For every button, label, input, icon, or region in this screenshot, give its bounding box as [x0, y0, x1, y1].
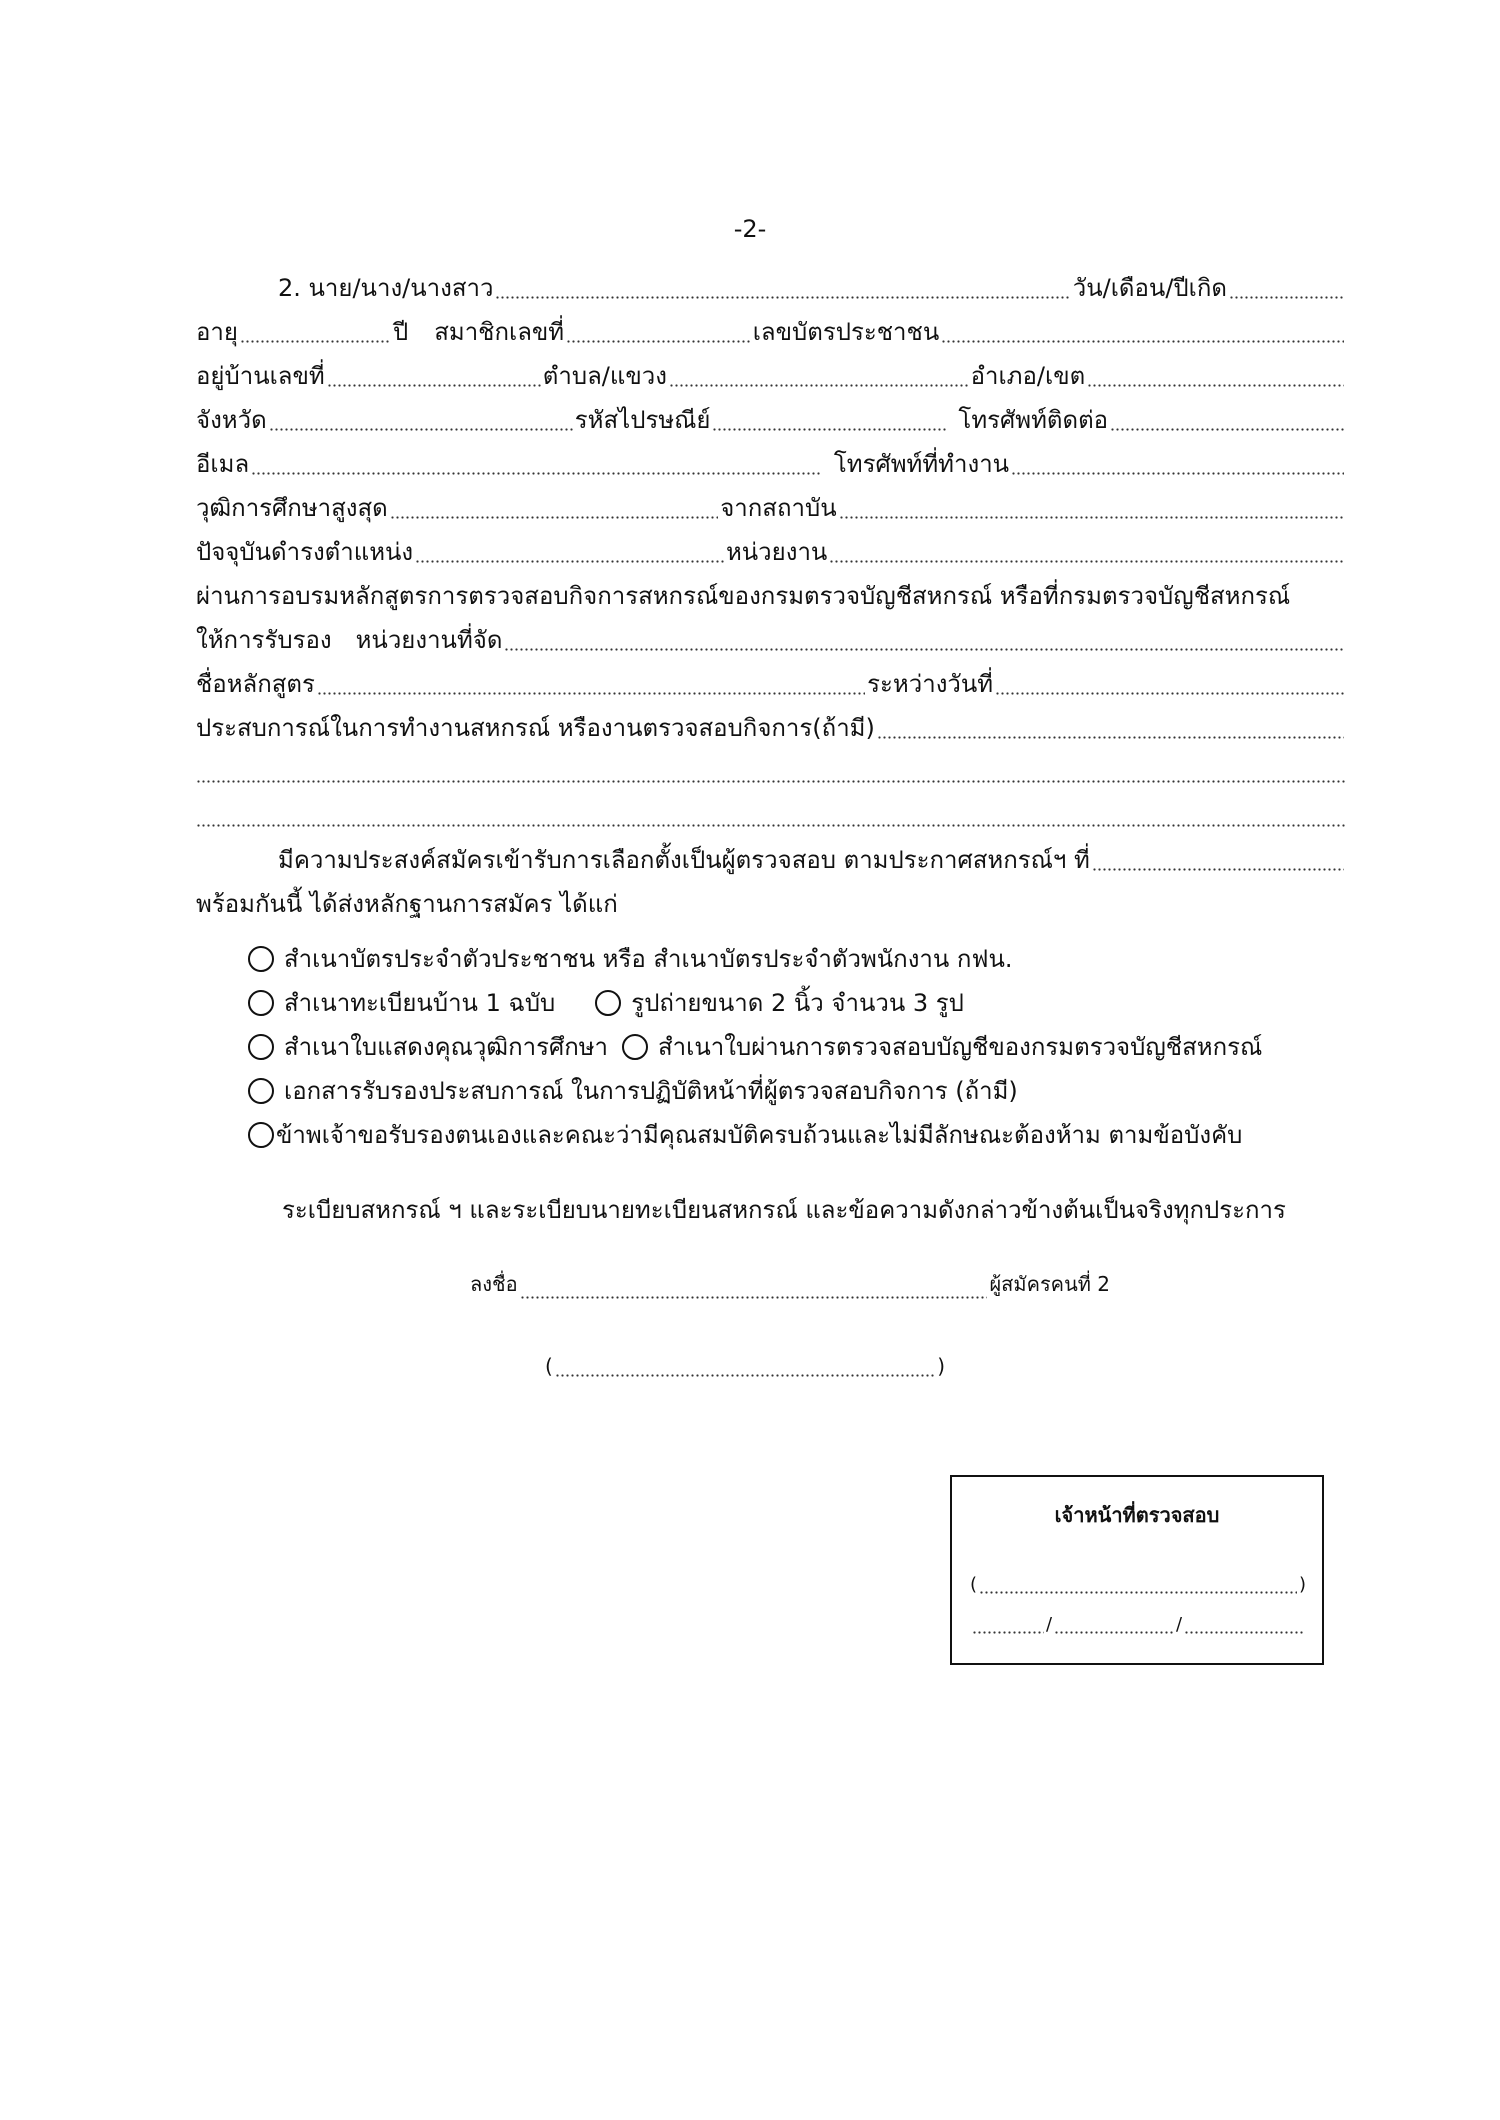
period-field[interactable]: [995, 672, 1344, 696]
education-row: [196, 482, 1346, 520]
sign-label: ลงชื่อ: [470, 1272, 518, 1296]
printed-name-field[interactable]: [555, 1360, 935, 1378]
officer-name-field[interactable]: [979, 1579, 1297, 1595]
age-label: อายุ: [196, 318, 238, 346]
district-field[interactable]: [1087, 364, 1344, 388]
officer-title: เจ้าหน้าที่ตรวจสอบ: [1054, 1503, 1220, 1527]
organizer-field[interactable]: [504, 628, 1344, 652]
education-label: วุฒิการศึกษาสูงสุด: [196, 494, 388, 522]
edu-cert-checkbox[interactable]: [248, 1034, 274, 1060]
close-paren: ): [937, 1354, 945, 1378]
audit-cert-label: สำเนาใบผ่านการตรวจสอบบัญชีของกรมตรวจบัญชีสหกรณ์: [658, 1033, 1263, 1061]
edu-cert-label: สำเนาใบแสดงคุณวุฒิการศึกษา: [284, 1033, 609, 1061]
audit-cert-checkbox[interactable]: [622, 1034, 648, 1060]
phone-field[interactable]: [1110, 408, 1344, 432]
page-number: -2-: [733, 215, 767, 243]
unit-label: หน่วยงาน: [725, 538, 828, 566]
experience-line-2: [196, 746, 1346, 784]
evidence-text: พร้อมกันนี้ ได้ส่งหลักฐานการสมัคร ได้แก่: [196, 890, 618, 918]
address-row: [196, 350, 1346, 388]
officer-month-field[interactable]: [1054, 1619, 1174, 1635]
applicant-no-label: ผู้สมัครคนที่ 2: [989, 1272, 1110, 1296]
postal-field[interactable]: [712, 408, 946, 432]
experience-field-2[interactable]: [196, 760, 1346, 784]
check-row-exp: [248, 1072, 1018, 1110]
dob-label: วัน/เดือน/ปีเกิด: [1072, 274, 1227, 302]
position-field[interactable]: [415, 540, 724, 564]
course-field[interactable]: [317, 672, 865, 696]
check-row-edu: [248, 1028, 1262, 1066]
experience-field[interactable]: [877, 716, 1344, 740]
unit-field[interactable]: [829, 540, 1344, 564]
officer-close-paren: ): [1298, 1574, 1306, 1595]
intent-text: มีความประสงค์สมัครเข้ารับการเลือกตั้งเป็นผู้ตรวจสอบ ตามประกาศสหกรณ์ฯ ที่: [278, 846, 1090, 874]
institution-field[interactable]: [839, 496, 1344, 520]
experience-field-3[interactable]: [196, 804, 1346, 828]
declaration-line-2: ระเบียบสหกรณ์ ฯ และระเบียบนายทะเบียนสหกรณ์ และข้อความดังกล่าวข้างต้นเป็นจริงทุกประการ: [282, 1196, 1286, 1224]
organizer-label: หน่วยงานที่จัด: [355, 626, 503, 654]
experience-cert-label: เอกสารรับรองประสบการณ์ ในการปฏิบัติหน้าที่ผู้ตรวจสอบกิจการ (ถ้ามี): [284, 1077, 1018, 1105]
position-label: ปัจจุบันดำรงตำแหน่ง: [196, 538, 414, 566]
province-label: จังหวัด: [196, 406, 267, 434]
id-card-field[interactable]: [941, 320, 1344, 344]
phone-label: โทรศัพท์ติดต่อ: [958, 406, 1109, 434]
name-label: 2. นาย/นาง/นางสาว: [278, 274, 494, 302]
officer-box: [950, 1475, 1324, 1665]
postal-label: รหัสไปรษณีย์: [574, 406, 711, 434]
house-reg-label: สำเนาทะเบียนบ้าน 1 ฉบับ: [284, 989, 556, 1017]
officer-day-field[interactable]: [972, 1619, 1044, 1635]
name-row: [278, 262, 1346, 300]
photo-label: รูปถ่ายขนาด 2 นิ้ว จำนวน 3 รูป: [631, 989, 964, 1017]
organizer-row: [196, 614, 1346, 652]
province-row: [196, 394, 1346, 432]
house-reg-checkbox[interactable]: [248, 990, 274, 1016]
work-phone-label: โทรศัพท์ที่ทำงาน: [833, 450, 1010, 478]
name-field[interactable]: [495, 276, 1070, 300]
email-label: อีเมล: [196, 450, 250, 478]
subdistrict-label: ตำบล/แขวง: [542, 362, 667, 390]
work-phone-field[interactable]: [1011, 452, 1344, 476]
email-field[interactable]: [251, 452, 822, 476]
training-row: [196, 570, 1346, 608]
intent-row: [278, 834, 1346, 872]
position-row: [196, 526, 1346, 564]
id-copy-label: สำเนาบัตรประจำตัวประชาชน หรือ สำเนาบัตรประจำตัวพนักงาน กฟน.: [284, 945, 1013, 973]
experience-cert-checkbox[interactable]: [248, 1078, 274, 1104]
dob-field[interactable]: [1229, 276, 1344, 300]
education-field[interactable]: [390, 496, 719, 520]
member-no-field[interactable]: [566, 320, 751, 344]
period-label: ระหว่างวันที่: [867, 670, 994, 698]
check-row-house: [248, 984, 964, 1022]
age-row: [196, 306, 1346, 344]
declaration-checkbox[interactable]: [248, 1122, 274, 1148]
course-row: [196, 658, 1346, 696]
experience-line-3: [196, 790, 1346, 828]
experience-row: [196, 702, 1346, 740]
announcement-no-field[interactable]: [1092, 848, 1344, 872]
institution-label: จากสถาบัน: [720, 494, 837, 522]
province-field[interactable]: [269, 408, 573, 432]
member-no-label: สมาชิกเลขที่: [434, 318, 565, 346]
experience-label: ประสบการณ์ในการทำงานสหกรณ์ หรืองานตรวจสอบกิจการ(ถ้ามี): [196, 714, 875, 742]
certify-label: ให้การรับรอง: [196, 626, 332, 654]
date-slash-1: /: [1045, 1614, 1053, 1635]
officer-year-field[interactable]: [1184, 1619, 1304, 1635]
officer-date-row: [970, 1609, 1306, 1635]
district-label: อำเภอ/เขต: [970, 362, 1086, 390]
id-card-label: เลขบัตรประชาชน: [752, 318, 940, 346]
training-text: ผ่านการอบรมหลักสูตรการตรวจสอบกิจการสหกรณ์ของกรมตรวจบัญชีสหกรณ์ หรือที่กรมตรวจบัญชีสหกรณ์: [196, 582, 1291, 610]
officer-name-row: [970, 1569, 1306, 1595]
signature-row: [470, 1270, 1110, 1300]
house-no-label: อยู่บ้านเลขที่: [196, 362, 325, 390]
officer-open-paren: (: [970, 1574, 978, 1595]
printed-name-row: [545, 1348, 945, 1378]
evidence-row: [196, 878, 1346, 916]
subdistrict-field[interactable]: [669, 364, 969, 388]
check-row-id: [248, 940, 1012, 978]
check-row-decl: [248, 1116, 1242, 1154]
email-row: [196, 438, 1346, 476]
signature-field[interactable]: [520, 1282, 988, 1300]
date-slash-2: /: [1175, 1614, 1183, 1635]
year-label: ปี: [392, 318, 409, 346]
open-paren: (: [545, 1354, 553, 1378]
photo-checkbox[interactable]: [595, 990, 621, 1016]
declaration-line-1: ข้าพเจ้าขอรับรองตนเองและคณะว่ามีคุณสมบัติครบถ้วนและไม่มีลักษณะต้องห้าม ตามข้อบังคับ: [276, 1121, 1243, 1149]
id-copy-checkbox[interactable]: [248, 946, 274, 972]
age-field[interactable]: [240, 320, 391, 344]
house-no-field[interactable]: [327, 364, 541, 388]
course-label: ชื่อหลักสูตร: [196, 670, 315, 698]
